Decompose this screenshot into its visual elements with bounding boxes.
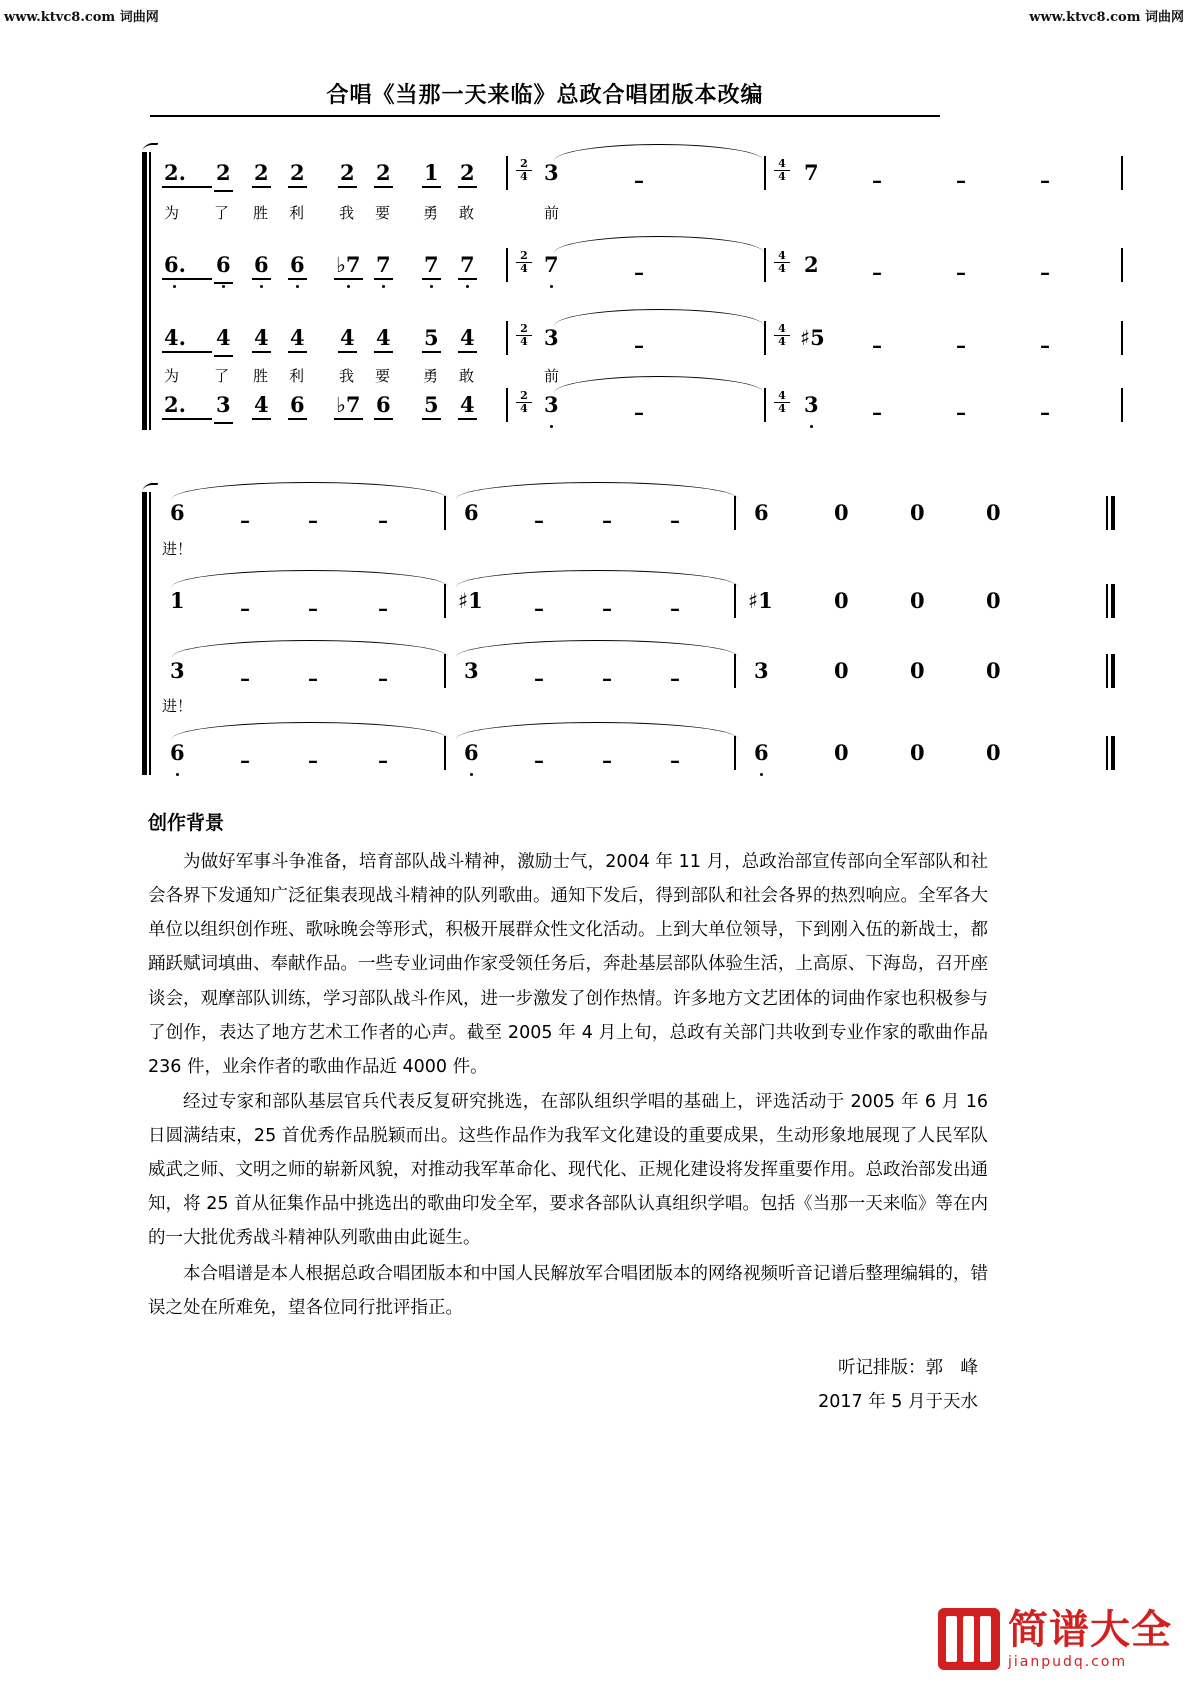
note: 3 (544, 325, 559, 350)
piano-keys-icon (938, 1608, 1000, 1670)
note-dash: – (1040, 400, 1050, 424)
barline (444, 496, 446, 530)
time-signature: $\frac{2}{4}$ (516, 323, 532, 347)
lyric-char: 勇 (423, 367, 439, 385)
time-signature: $\frac{2}{4}$ (516, 250, 532, 274)
note: 2 (460, 160, 475, 185)
barline (444, 654, 446, 688)
note-dash: – (240, 666, 250, 690)
final-barline (1106, 736, 1108, 770)
note: 7 (460, 252, 475, 277)
note: 3 (464, 658, 479, 683)
lyric-char: 利 (289, 204, 305, 222)
logo-text: 简谱大全 (1008, 1607, 1172, 1653)
lyric-char: 前 (544, 204, 560, 222)
lyrics-soprano-2 (156, 538, 980, 564)
tie-slur (554, 144, 764, 161)
note: 7 (376, 252, 391, 277)
tie-slur (172, 570, 448, 587)
note-dash: – (602, 748, 612, 772)
site-logo (938, 1608, 1172, 1670)
note-dash: – (378, 508, 388, 532)
note-dash: – (956, 260, 966, 284)
lyric-char: 了 (214, 367, 230, 385)
note-dash: – (534, 748, 544, 772)
note: 6 (290, 392, 305, 417)
note: 0 (834, 740, 849, 765)
tie-slur (456, 722, 738, 739)
watermark-left: www.ktvc8.com 词曲网 (4, 10, 159, 25)
note: 4 (460, 392, 475, 417)
lyric-char: 了 (214, 204, 230, 222)
note: 3 (216, 392, 231, 417)
page-header (150, 78, 940, 117)
note: 2 (340, 160, 355, 185)
note: 6 (754, 740, 769, 765)
note-dash: – (308, 508, 318, 532)
note: 3 (544, 392, 559, 417)
lyric-char: 进！ (162, 697, 193, 715)
barline (1121, 388, 1123, 422)
lyric-char: 为 (164, 204, 180, 222)
note-dash: – (378, 596, 388, 620)
note: 2 (376, 160, 391, 185)
note: 3 (804, 392, 819, 417)
note-dash: – (602, 596, 612, 620)
lyric-char: 要 (375, 367, 391, 385)
logo-domain: jianpudq.com (1008, 1654, 1128, 1670)
barline (1121, 248, 1123, 282)
note-dash: – (534, 666, 544, 690)
note: 0 (834, 588, 849, 613)
watermark-right: www.ktvc8.com 词曲网 (1029, 10, 1184, 25)
barline (764, 321, 766, 355)
note-dash: – (634, 168, 644, 192)
note-dash: – (308, 596, 318, 620)
note-dash: – (378, 666, 388, 690)
note-dash: – (872, 168, 882, 192)
section-title: 创作背景 (148, 812, 225, 834)
barline (734, 496, 736, 530)
lyric-char: 胜 (253, 204, 269, 222)
note-dash: – (240, 596, 250, 620)
note: 5 (424, 392, 439, 417)
lyric-char: 利 (289, 367, 305, 385)
tie-slur (554, 309, 764, 326)
note: 4 (290, 325, 305, 350)
note-dash: – (308, 748, 318, 772)
note-dash: – (634, 260, 644, 284)
barline (734, 736, 736, 770)
lyric-char: 为 (164, 367, 180, 385)
signature-date: 2017 年 5 月于天水 (818, 1391, 978, 1412)
note-dash: – (602, 666, 612, 690)
barline (764, 248, 766, 282)
paragraph: 为做好军事斗争准备，培育部队战斗精神，激励士气，2004 年 11 月，总政治部宣传部向全军部队和社会各界下发通知广泛征集表现战斗精神的队列歌曲。通知下发后，得到部队和社会各界的热烈响应。全军各大单位以组织创作班、歌咏晚会等形式，积极开展群众性文化活动。上到大单位领导，下到刚入伍的新战士，都踊跃赋词填曲、奉献作品。一些专业词曲作家受领任务后，奔赴基层部队体验生活，上高原、下海岛，召开座谈会，观摩部队训练，学习部队战斗作风，进一步激发了创作热情。许多地方文艺团体的词曲作家也积极参与了创作，表达了地方艺术工作者的心声。截至 2005 年 4 月上旬，总政有关部门共收到专业作家的歌曲作品 236 件，业余作者的歌曲作品近 4000 件。 (148, 852, 988, 1077)
note: ♭7 (336, 392, 361, 417)
lyric-char: 敢 (459, 367, 475, 385)
note-dash: – (1040, 168, 1050, 192)
barline (1121, 321, 1123, 355)
note: 0 (834, 500, 849, 525)
signature-author: 听记排版：郭 峰 (838, 1357, 978, 1378)
voice-soprano-1 (156, 150, 1050, 196)
barline (506, 248, 508, 282)
note: 4 (216, 325, 231, 350)
note-dash: – (308, 666, 318, 690)
note: 0 (986, 500, 1001, 525)
barline (444, 736, 446, 770)
note-dash: – (956, 333, 966, 357)
note: ♭7 (336, 252, 361, 277)
lyric-char: 敢 (459, 204, 475, 222)
voice-alto-1 (156, 242, 1050, 288)
music-system-2 (140, 490, 1001, 775)
note-dash: – (378, 748, 388, 772)
note-dash: – (534, 508, 544, 532)
note: 3 (544, 160, 559, 185)
final-barline (1106, 584, 1108, 618)
note: 0 (986, 588, 1001, 613)
tie-slur (456, 570, 738, 587)
lyric-char: 我 (339, 367, 355, 385)
system-brace-1 (140, 150, 152, 430)
voice-bass-2 (156, 730, 1001, 776)
note-dash: – (240, 508, 250, 532)
signature-block (148, 1351, 988, 1419)
note-dash: – (872, 333, 882, 357)
voice-bass-1 (156, 382, 1050, 428)
note-dash: – (956, 168, 966, 192)
note: 1 (424, 160, 439, 185)
note: 6 (216, 252, 231, 277)
tie-slur (172, 640, 448, 657)
note: 6 (254, 252, 269, 277)
article-body (148, 808, 988, 1419)
lyric-char: 我 (339, 204, 355, 222)
time-signature: $\frac{4}{4}$ (774, 323, 790, 347)
paragraph: 本合唱谱是本人根据总政合唱团版本和中国人民解放军合唱团版本的网络视频听音记谱后整理编辑的，错误之处在所难免，望各位同行批评指正。 (148, 1263, 988, 1318)
time-signature: $\frac{4}{4}$ (774, 158, 790, 182)
note: 0 (910, 740, 925, 765)
note-dash: – (872, 260, 882, 284)
note: 2. (164, 160, 186, 185)
note: 0 (910, 588, 925, 613)
note-dash: – (634, 400, 644, 424)
note: ♯1 (748, 588, 773, 613)
note: 6 (376, 392, 391, 417)
time-signature: $\frac{4}{4}$ (774, 390, 790, 414)
tie-slur (456, 482, 738, 499)
note-dash: – (534, 596, 544, 620)
voice-tenor-1 (156, 315, 1050, 361)
note: 0 (986, 740, 1001, 765)
note: ♯1 (458, 588, 483, 613)
page-title: 合唱《当那一天来临》总政合唱团版本改编 (326, 82, 764, 108)
note: 1 (170, 588, 185, 613)
time-signature: $\frac{4}{4}$ (774, 250, 790, 274)
note-dash: – (670, 666, 680, 690)
time-signature: $\frac{2}{4}$ (516, 390, 532, 414)
note: 0 (910, 500, 925, 525)
lyric-char: 前 (544, 367, 560, 385)
note: 5 (424, 325, 439, 350)
barline (506, 321, 508, 355)
note: 6 (170, 500, 185, 525)
lyric-char: 勇 (423, 204, 439, 222)
note: 2 (290, 160, 305, 185)
lyrics-soprano-1 (156, 202, 980, 228)
lyrics-tenor-2 (156, 695, 980, 721)
note: 6 (170, 740, 185, 765)
final-barline (1106, 496, 1108, 530)
note: 7 (424, 252, 439, 277)
note: 0 (986, 658, 1001, 683)
barline (764, 156, 766, 190)
paragraph: 经过专家和部队基层官兵代表反复研究挑选，在部队组织学唱的基础上，评选活动于 2005 年 6 月 16 日圆满结束，25 首优秀作品脱颖而出。这些作品作为我军文化建设的重要成果，生动形象地展现了人民军队威武之师、文明之师的崭新风貌，对推动我军革命化、现代化、正规化建设将发挥重要作用。总政治部发出通知，将 25 首从征集作品中挑选出的歌曲印发全军，要求各部队认真组织学唱。包括《当那一天来临》等在内的一大批优秀战斗精神队列歌曲由此诞生。 (148, 1091, 988, 1249)
note-dash: – (634, 333, 644, 357)
note: 4 (254, 325, 269, 350)
note: 2 (216, 160, 231, 185)
note: 7 (804, 160, 819, 185)
barline (1121, 156, 1123, 190)
voice-tenor-2 (156, 648, 1001, 694)
lyric-char: 胜 (253, 367, 269, 385)
tie-slur (172, 722, 448, 739)
note: 4 (460, 325, 475, 350)
note-dash: – (670, 596, 680, 620)
system-brace-2 (140, 490, 152, 775)
barline (506, 156, 508, 190)
note: 3 (170, 658, 185, 683)
barline (506, 388, 508, 422)
note: 2 (254, 160, 269, 185)
lyric-char: 进！ (162, 540, 193, 558)
tie-slur (554, 236, 764, 253)
note: 6 (464, 500, 479, 525)
note-dash: – (1040, 333, 1050, 357)
note-dash: – (956, 400, 966, 424)
note: 2. (164, 392, 186, 417)
music-system-1 (140, 150, 1050, 430)
note: 3 (754, 658, 769, 683)
barline (734, 584, 736, 618)
voice-soprano-2 (156, 490, 1001, 536)
note: 6. (164, 252, 186, 277)
final-barline (1106, 654, 1108, 688)
time-signature: $\frac{2}{4}$ (516, 158, 532, 182)
note: 6 (754, 500, 769, 525)
note-dash: – (602, 508, 612, 532)
note: 0 (834, 658, 849, 683)
note: 2 (804, 252, 819, 277)
barline (734, 654, 736, 688)
note: 7 (544, 252, 559, 277)
note: 4 (376, 325, 391, 350)
note-dash: – (670, 508, 680, 532)
note-dash: – (872, 400, 882, 424)
note: 4 (340, 325, 355, 350)
barline (764, 388, 766, 422)
tie-slur (456, 640, 738, 657)
note: 0 (910, 658, 925, 683)
note: 6 (290, 252, 305, 277)
note: 4 (254, 392, 269, 417)
note-dash: – (240, 748, 250, 772)
tie-slur (172, 482, 448, 499)
note: 6 (464, 740, 479, 765)
note-dash: – (670, 748, 680, 772)
voice-alto-2 (156, 578, 1001, 624)
header-divider (150, 115, 940, 117)
note-dash: – (1040, 260, 1050, 284)
lyric-char: 要 (375, 204, 391, 222)
note: 4. (164, 325, 186, 350)
barline (444, 584, 446, 618)
note: ♯5 (800, 325, 825, 350)
